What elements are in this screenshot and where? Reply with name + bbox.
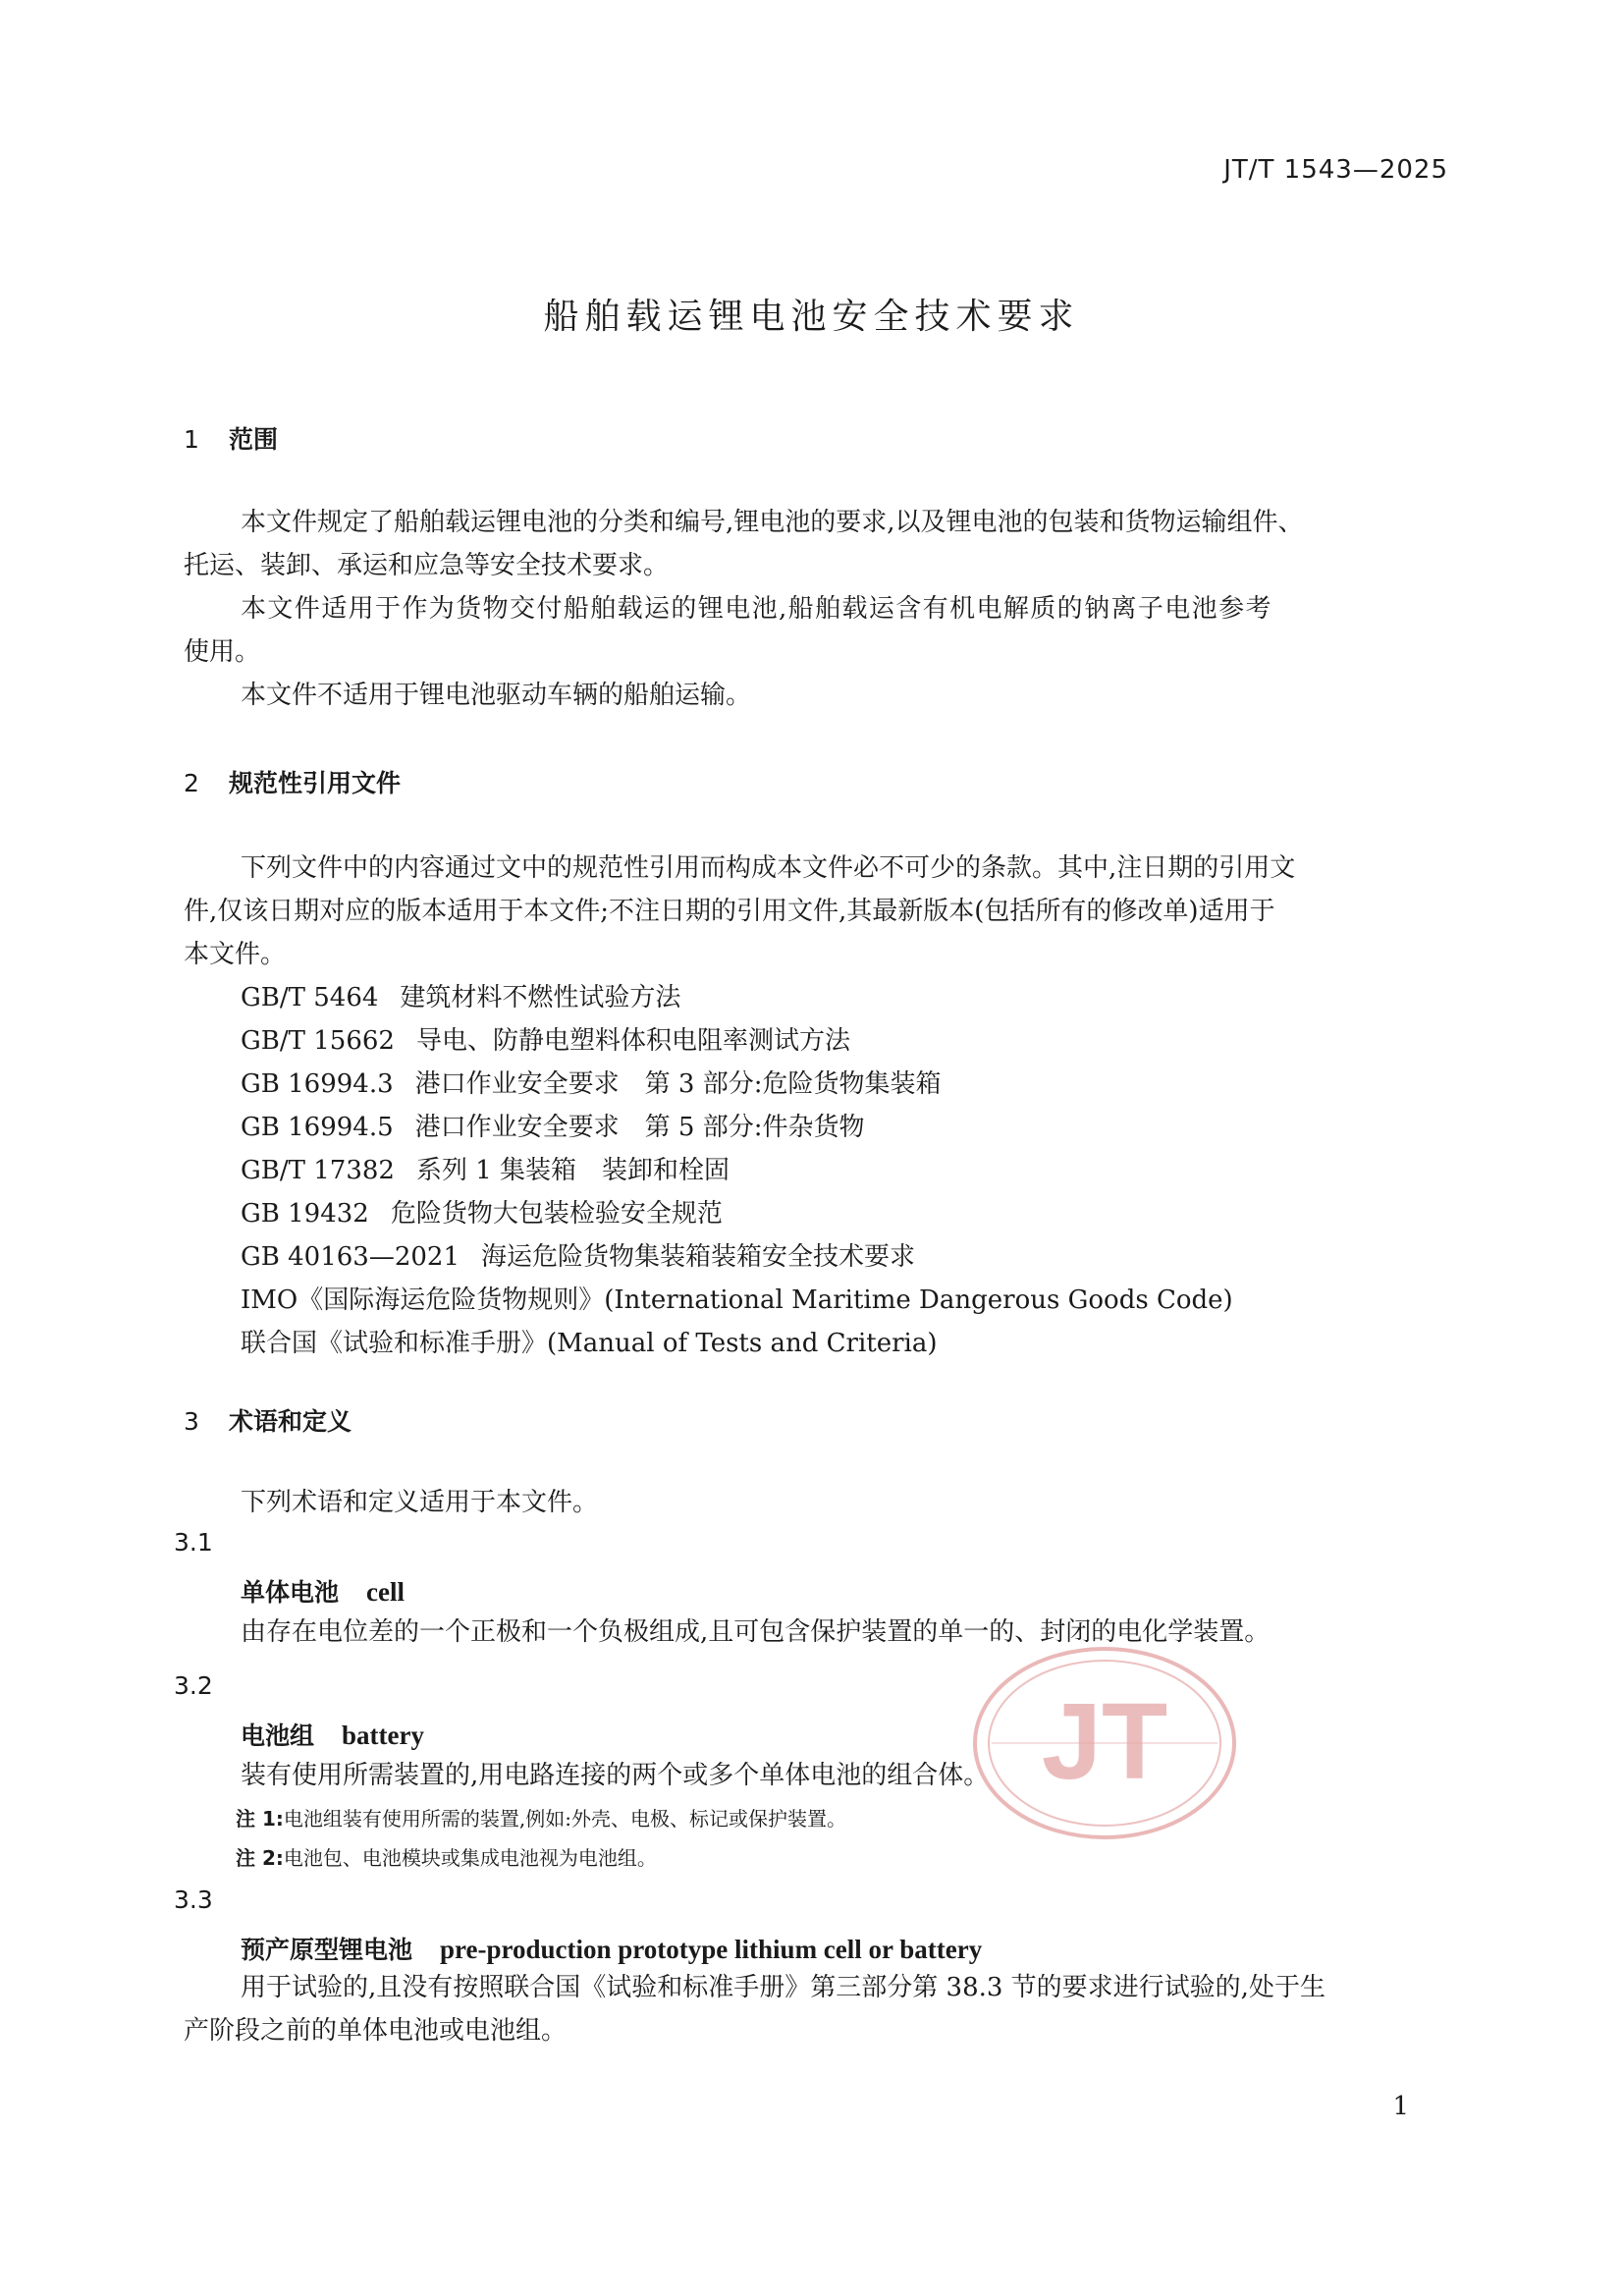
term-en: pre-production prototype lithium cell or battery xyxy=(440,1935,983,1964)
reference-title: 建筑材料不燃性试验方法 xyxy=(400,983,681,1012)
section-1-body xyxy=(184,501,1450,717)
reference-item xyxy=(241,1063,1233,1106)
reference-item xyxy=(241,1106,1233,1149)
paragraph-line: 本文件规定了船舶载运锂电池的分类和编号,锂电池的要求,以及锂电池的包装和货物运输组件、 xyxy=(241,508,1304,537)
term-definition: 装有使用所需装置的,用电路连接的两个或多个单体电池的组合体。 xyxy=(241,1761,990,1790)
paragraph-line: 下列术语和定义适用于本文件。 xyxy=(241,1488,599,1517)
term-zh: 单体电池 xyxy=(241,1578,340,1607)
reference-code: GB 19432 xyxy=(241,1199,369,1229)
term-note xyxy=(236,1803,846,1831)
section-1-heading xyxy=(184,420,278,456)
note-label: 注 2: xyxy=(236,1846,284,1870)
section-number: 1 xyxy=(184,425,199,454)
jt-watermark-stamp xyxy=(972,1645,1237,1841)
term-number: 3.3 xyxy=(174,1886,213,1914)
section-title: 规范性引用文件 xyxy=(229,769,402,797)
reference-title: 导电、防静电塑料体积电阻率测试方法 xyxy=(415,1026,850,1056)
reference-item xyxy=(241,1149,1233,1192)
paragraph-line: 托运、装卸、承运和应急等安全技术要求。 xyxy=(184,551,670,580)
section-3-heading xyxy=(184,1402,352,1438)
section-2-body xyxy=(184,847,1450,976)
term-definition: 由存在电位差的一个正极和一个负极组成,且可包含保护装置的单一的、封闭的电化学装置。 xyxy=(241,1617,1271,1647)
reference-item: 联合国《试验和标准手册》(Manual of Tests and Criteria) xyxy=(241,1329,938,1358)
term-zh: 预产原型锂电池 xyxy=(241,1936,413,1964)
page-number: 1 xyxy=(1392,2092,1409,2121)
stamp-text: JT xyxy=(1041,1681,1168,1802)
section-number: 3 xyxy=(184,1407,199,1436)
term-en: battery xyxy=(342,1721,424,1750)
reference-item xyxy=(241,1235,1233,1279)
paragraph-line: 产阶段之前的单体电池或电池组。 xyxy=(184,2016,568,2046)
term-en: cell xyxy=(366,1577,405,1607)
section-title: 范围 xyxy=(229,425,279,454)
term-definition xyxy=(184,1966,1450,2052)
reference-item xyxy=(241,1019,1233,1063)
paragraph-line: 件,仅该日期对应的版本适用于本文件;不注日期的引用文件,其最新版本(包括所有的修改单)适用于 xyxy=(184,897,1275,926)
term-heading xyxy=(241,1573,405,1609)
reference-title: 系列 1 集装箱 装卸和栓固 xyxy=(415,1156,730,1185)
reference-title: 港口作业安全要求 第 5 部分:件杂货物 xyxy=(414,1113,865,1142)
paragraph-line: 本文件不适用于锂电池驱动车辆的船舶运输。 xyxy=(241,681,752,710)
reference-title: 危险货物大包装检验安全规范 xyxy=(390,1199,723,1229)
reference-code: GB/T 15662 xyxy=(241,1026,395,1056)
reference-item: IMO《国际海运危险货物规则》(International Maritime Dangerous Goods Code) xyxy=(241,1285,1233,1315)
paragraph-line: 用于试验的,且没有按照联合国《试验和标准手册》第三部分第 38.3 节的要求进行试验的,处于生 xyxy=(241,1973,1325,2002)
paragraph-line: 本文件适用于作为货物交付船舶载运的锂电池,船舶载运含有机电解质的钠离子电池参考 xyxy=(241,594,1272,624)
paragraph-line: 本文件。 xyxy=(184,940,287,969)
term-number: 3.2 xyxy=(174,1671,213,1700)
reference-item xyxy=(241,1192,1233,1235)
term-number: 3.1 xyxy=(174,1528,213,1557)
paragraph-line: 下列文件中的内容通过文中的规范性引用而构成本文件必不可少的条款。其中,注日期的引用文 xyxy=(241,853,1296,883)
reference-list xyxy=(241,976,1233,1365)
section-2-heading xyxy=(184,764,401,799)
term-note xyxy=(236,1842,657,1871)
reference-code: GB 16994.3 xyxy=(241,1069,394,1099)
reference-code: GB 16994.5 xyxy=(241,1113,394,1142)
term-heading xyxy=(241,1717,424,1752)
section-3-intro xyxy=(184,1481,1450,1524)
reference-code: GB 40163—2021 xyxy=(241,1242,460,1272)
note-text: 电池组装有使用所需的装置,例如:外壳、电极、标记或保护装置。 xyxy=(283,1807,846,1831)
reference-title: 海运危险货物集装箱装箱安全技术要求 xyxy=(481,1242,916,1272)
reference-item xyxy=(241,976,1233,1019)
note-text: 电池包、电池模块或集成电池视为电池组。 xyxy=(283,1846,657,1870)
note-label: 注 1: xyxy=(236,1807,284,1831)
term-zh: 电池组 xyxy=(241,1722,315,1750)
term-heading xyxy=(241,1931,982,1966)
paragraph-line: 使用。 xyxy=(184,637,261,667)
section-title: 术语和定义 xyxy=(229,1407,352,1436)
reference-code: GB/T 17382 xyxy=(241,1156,395,1185)
reference-title: 港口作业安全要求 第 3 部分:危险货物集装箱 xyxy=(414,1069,942,1099)
doc-number: JT/T 1543—2025 xyxy=(1223,155,1448,185)
reference-code: GB/T 5464 xyxy=(241,983,379,1012)
section-number: 2 xyxy=(184,769,199,797)
document-title: 船舶载运锂电池安全技术要求 xyxy=(543,297,1080,337)
